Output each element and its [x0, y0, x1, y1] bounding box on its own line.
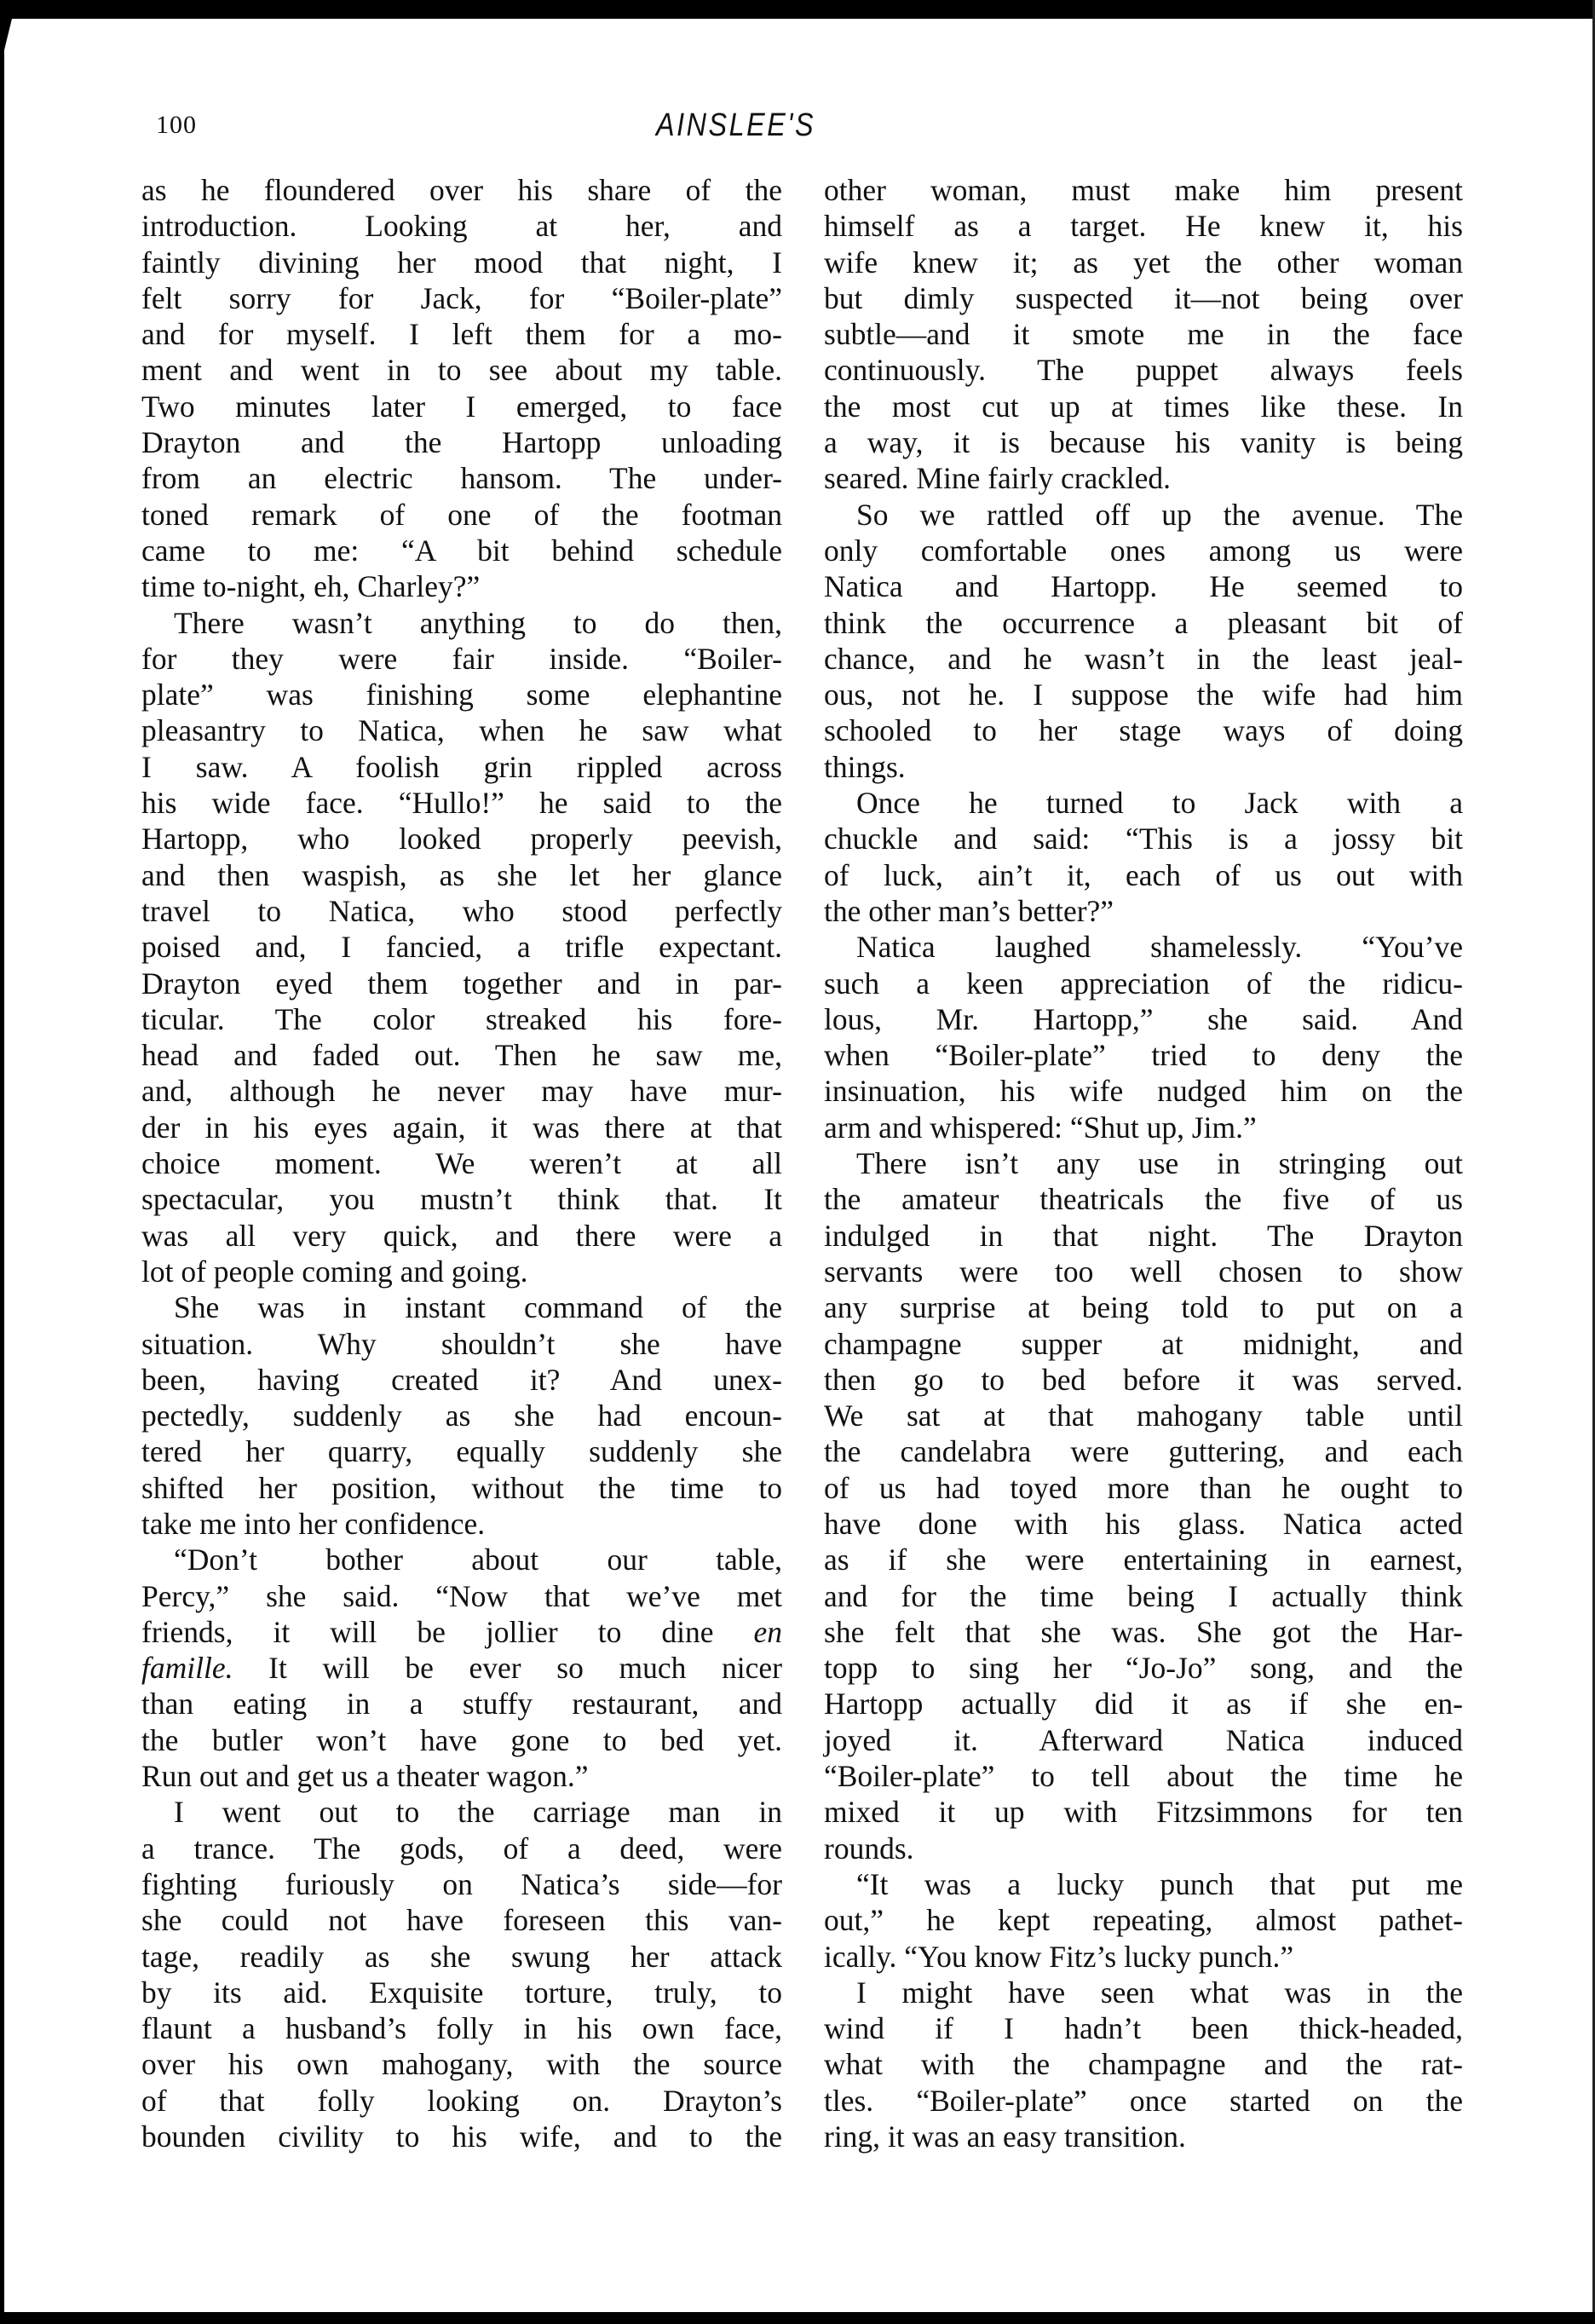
text-column-right — [824, 172, 1463, 2154]
text-line: his wide face. “Hullo!” he said to the — [141, 786, 782, 821]
text-line: So we rattled off up the avenue. The — [856, 497, 1463, 532]
text-line: She was in instant command of the — [174, 1290, 782, 1325]
text-line: Run out and get us a theater wagon.” — [141, 1759, 589, 1794]
text-line: only comfortable ones among us were — [824, 533, 1463, 568]
text-line: joyed it. Afterward Natica induced — [824, 1722, 1463, 1757]
text-column-left — [141, 172, 782, 2154]
text-line: came to me: “A bit behind schedule — [141, 533, 782, 568]
scan-border-top — [0, 0, 1595, 19]
text-line: faintly divining her mood that night, I — [141, 245, 782, 280]
text-line: indulged in that night. The Drayton — [824, 1218, 1463, 1253]
text-line: continuously. The puppet always feels — [824, 353, 1463, 388]
text-line: been, having created it? And unex- — [141, 1362, 782, 1397]
text-line: wife knew it; as yet the other woman — [824, 245, 1463, 280]
journal-title: AINSLEE'S — [656, 107, 816, 143]
text-line: mixed it up with Fitzsimmons for ten — [824, 1795, 1463, 1830]
text-line: introduction. Looking at her, and — [141, 209, 782, 244]
text-line: pleasantry to Natica, when he saw what — [141, 713, 782, 748]
text-line: than eating in a stuffy restaurant, and — [141, 1687, 782, 1721]
text-line: situation. Why shouldn’t she have — [141, 1326, 782, 1361]
text-line: of luck, ain’t it, each of us out with — [824, 857, 1463, 892]
text-line: tered her quarry, equally suddenly she — [141, 1434, 782, 1469]
text-line: Natica laughed shamelessly. “You’ve — [856, 930, 1463, 965]
text-line: chuckle and said: “This is a jossy bit — [824, 822, 1463, 856]
text-line: and for myself. I left them for a mo- — [141, 317, 782, 352]
text-line: Percy,” she said. “Now that we’ve met — [141, 1578, 782, 1613]
text-line: and, although he never may have mur- — [141, 1074, 782, 1109]
text-line: what with the champagne and the rat- — [824, 2047, 1463, 2082]
text-line: “It was a lucky punch that put me — [856, 1866, 1463, 1901]
text-line: arm and whispered: “Shut up, Jim.” — [824, 1110, 1257, 1145]
text-line: schooled to her stage ways of doing — [824, 713, 1463, 748]
text-line: Hartopp actually did it as if she en- — [824, 1687, 1463, 1721]
text-line: rounds. — [824, 1831, 914, 1866]
text-line: and for the time being I actually think — [824, 1578, 1463, 1613]
text-line: champagne supper at midnight, and — [824, 1326, 1463, 1361]
text-line: choice moment. We weren’t at all — [141, 1146, 782, 1181]
scan-border-bottom — [0, 2312, 1595, 2324]
text-line: There isn’t any use in stringing out — [856, 1146, 1463, 1181]
text-line: Drayton and the Hartopp unloading — [141, 425, 782, 460]
text-line: the candelabra were guttering, and each — [824, 1434, 1463, 1469]
text-line: she could not have foreseen this van- — [141, 1903, 782, 1938]
text-line: Once he turned to Jack with a — [856, 786, 1463, 821]
scan-corner-mark — [0, 19, 12, 53]
text-line: ically. “You know Fitz’s lucky punch.” — [824, 1939, 1294, 1974]
text-line: topp to sing her “Jo-Jo” song, and the — [824, 1651, 1463, 1686]
scan-border-left — [0, 0, 4, 2324]
text-line: himself as a target. He knew it, his — [824, 209, 1463, 244]
text-line: the amateur theatricals the five of us — [824, 1182, 1463, 1217]
text-line: from an electric hansom. The under- — [141, 461, 782, 496]
text-line: chance, and he wasn’t in the least jeal- — [824, 641, 1463, 676]
text-line: lot of people coming and going. — [141, 1254, 528, 1289]
text-line: Natica and Hartopp. He seemed to — [824, 569, 1463, 604]
text-line: by its aid. Exquisite torture, truly, to — [141, 1975, 782, 2010]
text-line: spectacular, you mustn’t think that. It — [141, 1182, 782, 1217]
text-line: of that folly looking on. Drayton’s — [141, 2083, 782, 2118]
text-line: poised and, I fancied, a trifle expectant. — [141, 930, 782, 965]
text-line: then go to bed before it was served. — [824, 1362, 1463, 1397]
text-line: the butler won’t have gone to bed yet. — [141, 1722, 782, 1757]
text-line: the other man’s better?” — [824, 893, 1114, 928]
text-line: any surprise at being told to put on a — [824, 1290, 1463, 1325]
text-line: seared. Mine fairly crackled. — [824, 461, 1172, 496]
text-line: such a keen appreciation of the ridicu- — [824, 966, 1463, 1001]
text-line: a way, it is because his vanity is being — [824, 425, 1463, 460]
text-line: toned remark of one of the footman — [141, 497, 782, 532]
italic-phrase: en — [753, 1614, 782, 1649]
text-line: Hartopp, who looked properly peevish, — [141, 822, 782, 856]
text-line: subtle—and it smote me in the face — [824, 317, 1463, 352]
text-line: was all very quick, and there were a — [141, 1218, 782, 1253]
text-line: wind if I hadn’t been thick-headed, — [824, 2011, 1463, 2046]
text-line: friends, it will be jollier to dine en — [141, 1614, 782, 1649]
running-head — [0, 107, 1595, 150]
text-line: over his own mahogany, with the source — [141, 2047, 782, 2082]
text-line: and then waspish, as she let her glance — [141, 857, 782, 892]
text-line: famille. It will be ever so much nicer — [141, 1651, 782, 1686]
text-line: head and faded out. Then he saw me, — [141, 1038, 782, 1073]
text-line: tage, readily as she swung her attack — [141, 1939, 782, 1974]
text-line: pectedly, suddenly as she had encoun- — [141, 1398, 782, 1433]
text-line: We sat at that mahogany table until — [824, 1398, 1463, 1433]
text-line: bounden civility to his wife, and to the — [141, 2119, 782, 2154]
text-line: felt sorry for Jack, for “Boiler-plate” — [141, 280, 782, 315]
text-line: servants were too well chosen to show — [824, 1254, 1463, 1289]
text-line: a trance. The gods, of a deed, were — [141, 1831, 782, 1866]
italic-phrase: famille. — [141, 1651, 233, 1686]
text-line: “Boiler-plate” to tell about the time he — [824, 1759, 1463, 1794]
text-line: travel to Natica, who stood perfectly — [141, 893, 782, 928]
text-line: think the occurrence a pleasant bit of — [824, 605, 1463, 640]
text-line: take me into her confidence. — [141, 1506, 486, 1541]
text-line: tles. “Boiler-plate” once started on the — [824, 2083, 1463, 2118]
text-line: shifted her position, without the time to — [141, 1470, 782, 1505]
text-line: out,” he kept repeating, almost pathet- — [824, 1903, 1463, 1938]
text-line: I saw. A foolish grin rippled across — [141, 749, 782, 784]
text-line: fighting furiously on Natica’s side—for — [141, 1866, 782, 1901]
text-line: There wasn’t anything to do then, — [174, 605, 782, 640]
text-line: as he floundered over his share of the — [141, 173, 782, 207]
text-line: but dimly suspected it—not being over — [824, 280, 1463, 315]
text-line: “Don’t bother about our table, — [174, 1543, 782, 1577]
text-line: I went out to the carriage man in — [174, 1795, 782, 1830]
text-line: Two minutes later I emerged, to face — [141, 389, 782, 424]
text-line: Drayton eyed them together and in par- — [141, 966, 782, 1001]
text-line: of us had toyed more than he ought to — [824, 1470, 1463, 1505]
text-line: I might have seen what was in the — [856, 1975, 1463, 2010]
text-line: things. — [824, 749, 906, 784]
text-line: other woman, must make him present — [824, 173, 1463, 207]
text-line: time to-night, eh, Charley?” — [141, 569, 481, 604]
text-line: for they were fair inside. “Boiler- — [141, 641, 782, 676]
text-line: ment and went in to see about my table. — [141, 353, 782, 388]
text-line: as if she were entertaining in earnest, — [824, 1543, 1463, 1577]
text-line: ring, it was an easy transition. — [824, 2119, 1186, 2154]
text-line: when “Boiler-plate” tried to deny the — [824, 1038, 1463, 1073]
text-line: der in his eyes again, it was there at that — [141, 1110, 782, 1145]
text-line: she felt that she was. She got the Har- — [824, 1614, 1463, 1649]
text-line: ticular. The color streaked his fore- — [141, 1001, 782, 1036]
text-line: the most cut up at times like these. In — [824, 389, 1463, 424]
text-line: plate” was finishing some elephantine — [141, 678, 782, 712]
text-line: ous, not he. I suppose the wife had him — [824, 678, 1463, 712]
text-line: flaunt a husband’s folly in his own face, — [141, 2011, 782, 2046]
text-line: lous, Mr. Hartopp,” she said. And — [824, 1001, 1463, 1036]
text-line: insinuation, his wife nudged him on the — [824, 1074, 1463, 1109]
page-number: 100 — [156, 111, 197, 139]
text-line: have done with his glass. Natica acted — [824, 1506, 1463, 1541]
